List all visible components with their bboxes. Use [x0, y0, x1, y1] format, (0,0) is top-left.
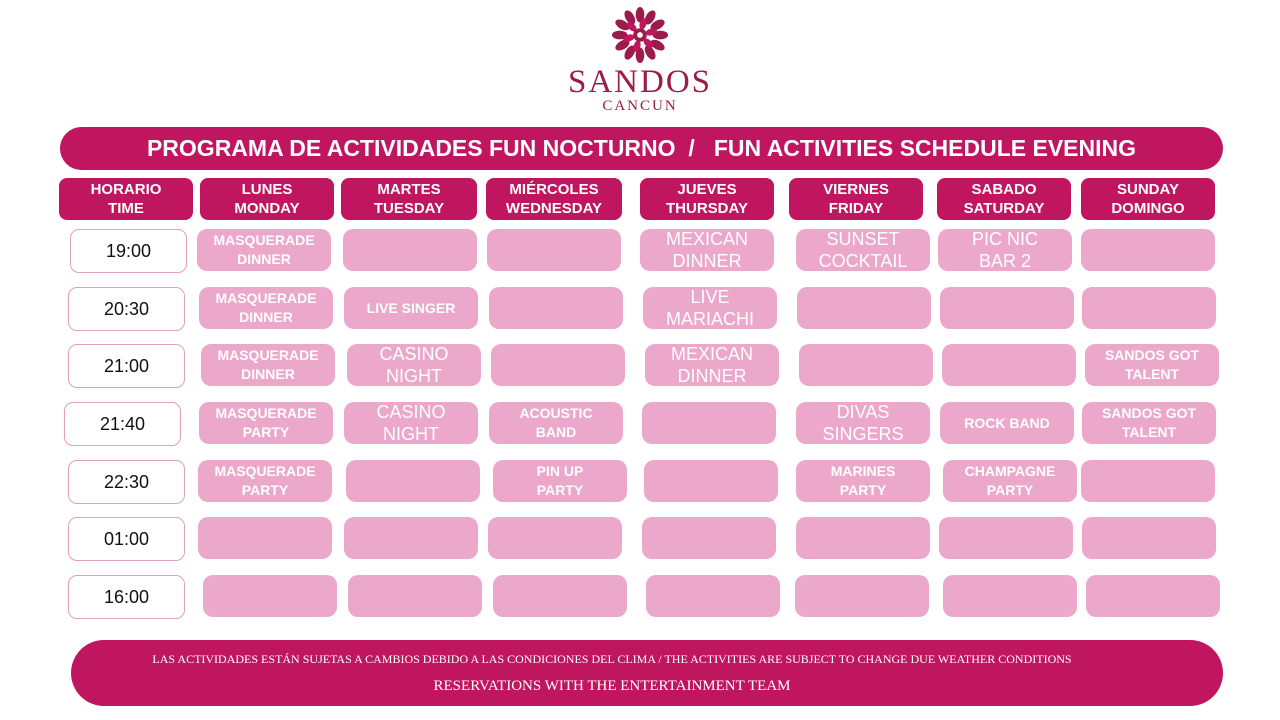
activity-cell — [347, 344, 481, 386]
activity-line-1: MASQUERADE — [214, 463, 316, 479]
header-line-2: WEDNESDAY — [505, 200, 603, 217]
column-header-day — [937, 178, 1071, 220]
header-line-1: MIÉRCOLES — [509, 181, 599, 198]
activity-line-2: SINGERS — [822, 424, 904, 444]
activity-line-1: PIC NIC — [971, 229, 1038, 249]
header-line-1: VIERNES — [823, 181, 889, 198]
lotus-mandala-icon — [611, 6, 669, 64]
header-line-2: FRIDAY — [828, 200, 884, 217]
activity-cell — [488, 517, 622, 559]
activity-line-2: PARTY — [986, 482, 1034, 498]
column-header-day — [789, 178, 923, 220]
time-slot: 01:00 — [68, 517, 185, 561]
activity-line-1: PIN UP — [536, 463, 584, 479]
activity-line-2: PARTY — [839, 482, 887, 498]
activity-cell — [493, 460, 627, 502]
activity-line-2: NIGHT — [383, 424, 439, 444]
activity-line-1: LIVE SINGER — [366, 299, 456, 316]
activity-line-1: MEXICAN — [665, 229, 748, 249]
activity-cell — [943, 460, 1077, 502]
activity-cell — [645, 344, 779, 386]
header-line-2: THURSDAY — [666, 200, 748, 217]
activity-cell — [640, 229, 774, 271]
activity-cell — [1082, 287, 1216, 329]
header-line-1: JUEVES — [677, 181, 737, 198]
activity-cell — [1081, 460, 1215, 502]
activity-line-2: DINNER — [677, 366, 747, 386]
activity-cell — [197, 229, 331, 271]
schedule-title: PROGRAMA DE ACTIVIDADES FUN NOCTURNO / FUN ACTIVITIES SCHEDULE EVENING — [60, 127, 1223, 170]
activity-line-2: PARTY — [242, 424, 290, 440]
activity-line-2: PARTY — [241, 482, 289, 498]
brand-logo — [565, 6, 715, 116]
activity-cell — [198, 460, 332, 502]
activity-cell — [343, 229, 477, 271]
activity-line-2: NIGHT — [386, 366, 442, 386]
activity-cell — [940, 287, 1074, 329]
activity-cell — [201, 344, 335, 386]
activity-cell — [203, 575, 337, 617]
header-line-2: DOMINGO — [1111, 200, 1185, 217]
activity-line-2: COCKTAIL — [818, 251, 908, 271]
activity-cell — [795, 575, 929, 617]
activity-cell — [796, 402, 930, 444]
activity-cell — [796, 229, 930, 271]
header-line-1: MARTES — [377, 181, 441, 198]
time-slot: 20:30 — [68, 287, 185, 331]
activity-line-1: MASQUERADE — [217, 347, 319, 363]
activity-line-1: CASINO — [379, 344, 449, 364]
column-header-day — [341, 178, 477, 220]
activity-line-1: SUNSET — [826, 229, 900, 249]
activity-cell — [644, 460, 778, 502]
activity-cell — [940, 402, 1074, 444]
activity-line-2: PARTY — [536, 482, 584, 498]
activity-cell — [344, 517, 478, 559]
activity-line-1: MASQUERADE — [213, 232, 315, 248]
activity-line-1: MEXICAN — [670, 344, 753, 364]
reservations-note: RESERVATIONS WITH THE ENTERTAINMENT TEAM — [433, 678, 791, 694]
activity-line-2: DINNER — [239, 309, 293, 325]
activity-cell — [346, 460, 480, 502]
time-slot: 16:00 — [68, 575, 185, 619]
activity-line-2: DINNER — [237, 251, 291, 267]
activity-cell — [487, 229, 621, 271]
activity-line-1: ACOUSTIC — [519, 405, 593, 421]
header-line-1: HORARIO — [90, 181, 162, 198]
activity-cell — [796, 517, 930, 559]
column-header-time — [59, 178, 193, 220]
time-slot: 22:30 — [68, 460, 185, 504]
activity-cell — [348, 575, 482, 617]
header-line-2: MONDAY — [234, 200, 300, 217]
weather-notice: LAS ACTIVIDADES ESTÁN SUJETAS A CAMBIOS DEBIDO A LAS CONDICIONES DEL CLIMA / THE ACTIVITIES ARE SUBJECT TO CHANGE DUE WEATHER CONDITIONS — [152, 652, 1072, 666]
activity-cell — [939, 517, 1073, 559]
activity-line-1: CHAMPAGNE — [964, 463, 1056, 479]
activity-cell — [642, 402, 776, 444]
activity-line-1: ROCK BAND — [964, 414, 1050, 431]
activity-cell — [493, 575, 627, 617]
time-slot: 19:00 — [70, 229, 187, 273]
activity-cell — [797, 287, 931, 329]
activity-cell — [942, 344, 1076, 386]
activity-line-2: TALENT — [1124, 366, 1180, 382]
activity-cell — [646, 575, 780, 617]
activity-cell — [344, 287, 478, 329]
activity-cell — [1086, 575, 1220, 617]
activity-line-1: LIVE — [690, 287, 730, 307]
activity-line-1: SANDOS GOT — [1101, 405, 1197, 421]
activity-cell — [642, 517, 776, 559]
activity-cell — [489, 287, 623, 329]
activity-line-1: SANDOS GOT — [1104, 347, 1200, 363]
activity-line-2: BAR 2 — [978, 251, 1032, 271]
column-header-day — [486, 178, 622, 220]
activity-line-2: MARIACHI — [665, 309, 754, 329]
activity-line-1: CASINO — [376, 402, 446, 422]
header-line-2: SATURDAY — [963, 200, 1045, 217]
header-line-1: SABADO — [971, 181, 1037, 198]
activity-cell — [643, 287, 777, 329]
time-slot: 21:00 — [68, 344, 185, 388]
header-line-2: TIME — [108, 200, 144, 217]
header-line-2: TUESDAY — [373, 200, 445, 217]
column-header-day — [1081, 178, 1215, 220]
brand-location: CANCUN — [602, 98, 678, 114]
activity-cell — [491, 344, 625, 386]
activity-cell — [344, 402, 478, 444]
activity-cell — [199, 287, 333, 329]
activity-line-1: MASQUERADE — [215, 290, 317, 306]
activity-cell — [489, 402, 623, 444]
activity-cell — [1082, 517, 1216, 559]
activity-line-2: BAND — [535, 424, 577, 440]
activity-line-1: MASQUERADE — [215, 405, 317, 421]
activity-line-2: DINNER — [241, 366, 295, 382]
activity-line-1: DIVAS — [836, 402, 890, 422]
activity-cell — [943, 575, 1077, 617]
header-line-1: SUNDAY — [1117, 181, 1179, 198]
brand-name: SANDOS — [567, 64, 713, 100]
activity-cell — [796, 460, 930, 502]
activity-line-2: DINNER — [672, 251, 742, 271]
activity-cell — [799, 344, 933, 386]
activity-cell — [1082, 402, 1216, 444]
column-header-day — [640, 178, 774, 220]
activity-cell — [1085, 344, 1219, 386]
activity-line-2: TALENT — [1121, 424, 1177, 440]
header-line-1: LUNES — [241, 181, 293, 198]
column-header-day — [200, 178, 334, 220]
time-slot: 21:40 — [64, 402, 181, 446]
activity-cell — [199, 402, 333, 444]
footer-banner — [71, 640, 1223, 706]
activity-cell — [1081, 229, 1215, 271]
activity-cell — [198, 517, 332, 559]
activity-line-1: MARINES — [830, 463, 896, 479]
activity-cell — [938, 229, 1072, 271]
